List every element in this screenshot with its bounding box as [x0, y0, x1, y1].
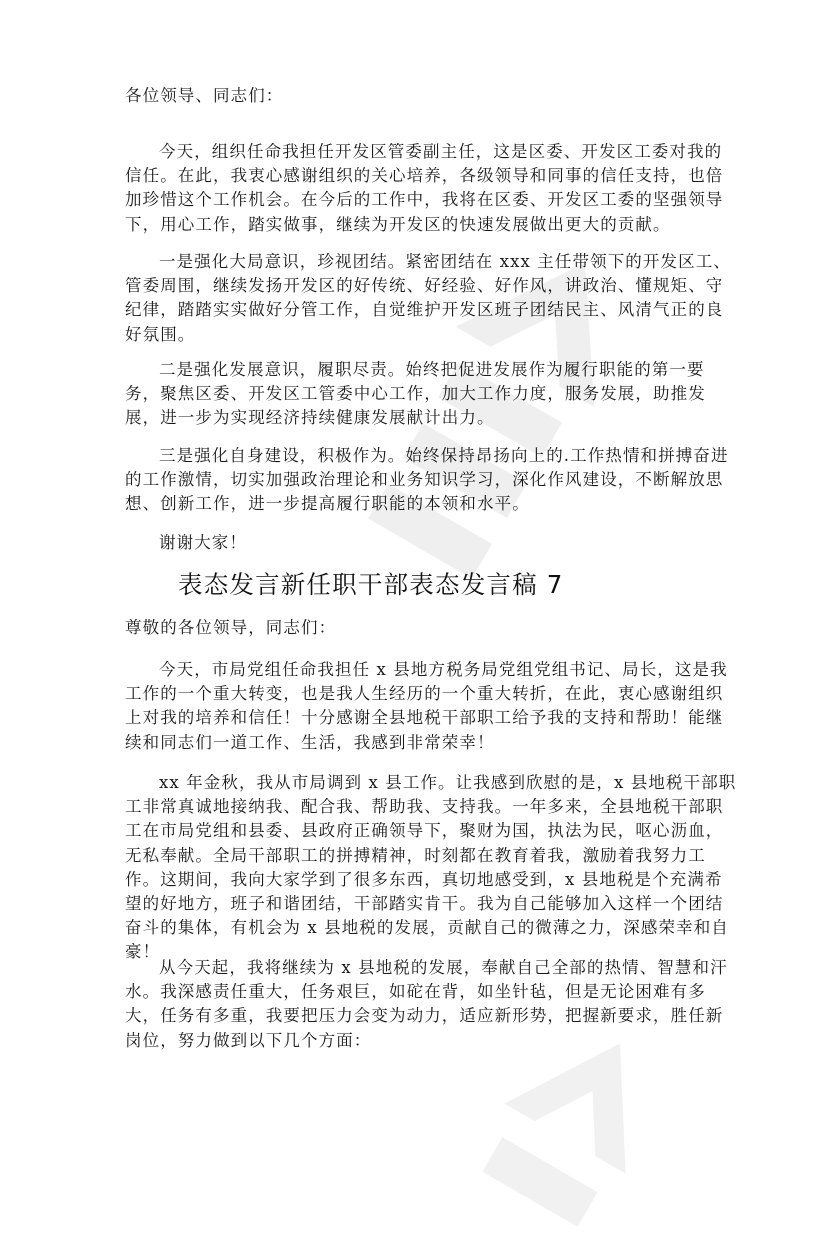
paragraph	[125, 250, 731, 347]
greeting1	[125, 84, 705, 108]
text-line: 谢谢大家！	[159, 533, 247, 552]
text-line: 从今天起，我将继续为 x 县地税的发展，奉献自己全部的热情、智慧和汗	[159, 958, 728, 977]
section-heading: 表态发言新任职干部表态发言稿 7	[178, 570, 564, 599]
text-line: 好氛围。	[125, 324, 196, 344]
text-line: 三是强化自身建设，积极作为。始终保持昂扬向上的.工作热情和拼搏奋进	[159, 446, 729, 465]
text-line: 纪律，踏踏实实做好分管工作，自觉维护开发区班子团结民主、风清气正的良	[125, 300, 724, 320]
text-line: 尊敬的各位领导，同志们：	[125, 618, 337, 637]
text-line: 豪！	[125, 942, 161, 962]
text-line: 今天，组织任命我担任开发区管委副主任，这是区委、开发区工委对我的	[159, 142, 723, 161]
text-line: 工作的一个重大转变，也是我人生经历的一个重大转折，在此，衷心感谢组织	[125, 684, 724, 704]
text-line: 管委周围，继续发扬开发区的好传统、好经验、好作风，讲政治、懂规矩、守	[125, 276, 724, 296]
text-line: 信任。在此，我衷心感谢组织的关心培养，各级领导和同事的信任支持，也倍	[125, 166, 724, 186]
text-line: 作。这期间，我向大家学到了很多东西，真切地感受到，x 县地税是个充满希	[125, 869, 723, 889]
text-line: 下，用心工作，踏实做事，继续为开发区的快速发展做出更大的贡献。	[125, 214, 671, 234]
text-line: 今天，市局党组任命我担任 x 县地方税务局党组党组书记、局长，这是我	[159, 660, 728, 679]
paragraph	[125, 658, 728, 755]
text-line: 续和同志们一道工作、生活，我感到非常荣幸！	[125, 732, 495, 752]
text-line: 大，任务有多重，我要把压力会变为动力，适应新形势，把握新要求，胜任新	[125, 1006, 724, 1026]
text-line: 无私奉献。全局干部职工的拼搏精神，时刻都在教育着我，激励着我努力工	[125, 845, 706, 865]
text-line: 二是强化发展意识，履职尽责。始终把促进发展作为履行职能的第一要	[159, 360, 705, 379]
text-line: 的工作激情，切实加强政治理论和业务知识学习，深化作风建设，不断解放思	[125, 470, 724, 490]
text-line: 展，进一步为实现经济持续健康发展献计出力。	[125, 408, 495, 428]
text-line: 加珍惜这个工作机会。在今后的工作中，我将在区委、开发区工委的坚强领导	[125, 190, 724, 210]
text-line: 工非常真诚地接纳我、配合我、帮助我、支持我。一年多来，全县地税干部职	[125, 797, 724, 817]
paragraph	[125, 771, 737, 965]
thanks	[125, 531, 705, 555]
paragraph	[125, 358, 705, 431]
text-line: 一是强化大局意识，珍视团结。紧密团结在 xxx 主任带领下的开发区工、	[159, 252, 731, 271]
text-line: 奋斗的集体，有机会为 x 县地税的发展，贡献自己的微薄之力，深感荣幸和自	[125, 918, 729, 938]
text-line: 望的好地方，班子和谐团结，干部踏实肯干。我为自己能够加入这样一个团结	[125, 893, 724, 913]
greeting2	[125, 616, 705, 640]
text-line: 务，聚焦区委、开发区工管委中心工作，加大工作力度，服务发展，助推发	[125, 384, 706, 404]
paragraph	[125, 956, 728, 1053]
text-line: 工在市局党组和县委、县政府正确领导下，聚财为国，执法为民，呕心沥血，	[125, 821, 724, 841]
text-line: 各位领导、同志们：	[125, 86, 284, 105]
text-line: xx 年金秋，我从市局调到 x 县工作。让我感到欣慰的是，x 县地税干部职	[159, 773, 737, 792]
paragraph	[125, 140, 724, 237]
text-line: 上对我的培养和信任！十分感谢全县地税干部职工给予我的支持和帮助！能继	[125, 708, 724, 728]
text-line: 水。我深感责任重大，任务艰巨，如砣在背，如坐针毡，但是无论困难有多	[125, 982, 706, 1002]
text-line: 想、创新工作，进一步提高履行职能的本领和水平。	[125, 494, 530, 514]
text-line: 岗位，努力做到以下几个方面：	[125, 1030, 372, 1050]
paragraph	[125, 444, 729, 517]
